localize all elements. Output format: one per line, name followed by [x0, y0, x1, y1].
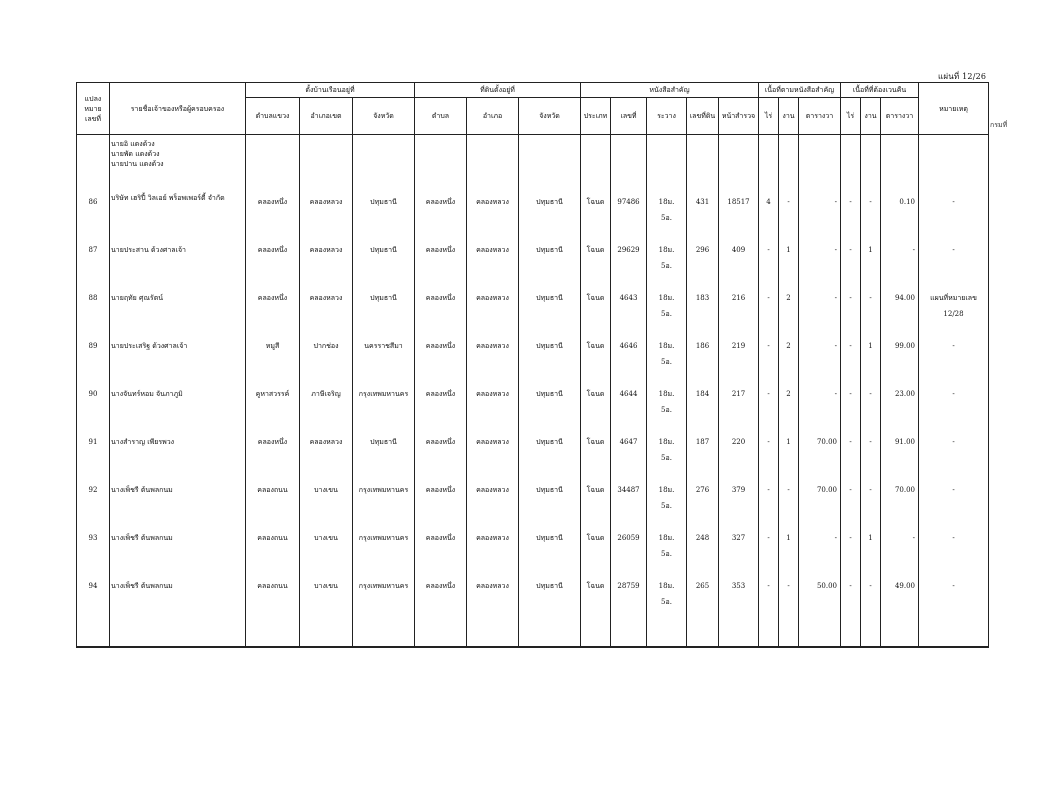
row-sheet	[647, 331, 687, 379]
header-land-group: ที่ดินตั้งอยู่ที่	[415, 83, 581, 98]
row-province: ปทุมธานี	[353, 283, 415, 331]
row-district: ภาษีเจริญ	[300, 379, 353, 427]
row-subdistrict: คลองถนน	[246, 475, 300, 523]
row-exp-ngan: 1	[861, 235, 881, 283]
row-exp-rai: -	[841, 427, 861, 475]
row-parcel-no: 183	[687, 283, 719, 331]
row-plot-no: 94	[77, 571, 110, 647]
row-exp-rai: -	[841, 475, 861, 523]
row-subdistrict: คูหาสวรรค์	[246, 379, 300, 427]
row-exp-sqwa: -	[881, 523, 919, 571]
row-doc-no: 34487	[611, 475, 647, 523]
row-sqwa: 70.00	[799, 475, 841, 523]
row-remark-line: 12/28	[943, 309, 964, 318]
row-subdistrict: คลองหนึ่ง	[246, 283, 300, 331]
row-exp-ngan: -	[861, 571, 881, 647]
owner-name: นายฤทัย ศุณรัตน์	[111, 293, 164, 302]
row-ngan: -	[779, 475, 799, 523]
row-exp-sqwa: 70.00	[881, 475, 919, 523]
row-remark-line: แผนที่หมายเลข	[930, 293, 977, 302]
row-remark-line: -	[952, 389, 955, 398]
row-sheet-line: 5อ.	[661, 549, 672, 558]
header-doc-group: หนังสือสำคัญ	[581, 83, 759, 98]
row-remark-line: -	[952, 485, 955, 494]
row-subdistrict: คลองถนน	[246, 523, 300, 571]
row-doc-no: 4644	[611, 379, 647, 427]
row-district: คลองหลวง	[300, 427, 353, 475]
row-doc-type: โฉนด	[581, 475, 611, 523]
row-doc-no: 28759	[611, 571, 647, 647]
row-exp-rai: -	[841, 379, 861, 427]
header-rai: ไร่	[759, 98, 779, 135]
header-district: อำเภอเขต	[300, 98, 353, 135]
table-row	[77, 283, 989, 331]
row-exp-rai: -	[841, 283, 861, 331]
row-province: นครราชสีมา	[353, 331, 415, 379]
row-owner	[110, 235, 246, 283]
row-sheet-line: 18ม.	[658, 245, 675, 254]
header-sheet: ระวาง	[647, 98, 687, 135]
row-sheet-line: 5อ.	[661, 405, 672, 414]
row-remark	[919, 135, 989, 235]
header-exp-sqwa: ตารางวา	[881, 98, 919, 135]
row-plot-no: 88	[77, 283, 110, 331]
header-exp-area-group: เนื้อที่ที่ต้องเวนคืน	[841, 83, 919, 98]
row-doc-type: โฉนด	[581, 331, 611, 379]
row-sqwa: -	[799, 283, 841, 331]
row-owner	[110, 331, 246, 379]
row-land-province: ปทุมธานี	[519, 235, 581, 283]
row-land-subdistrict: คลองหนึ่ง	[415, 475, 467, 523]
row-remark	[919, 283, 989, 331]
row-land-district: คลองหลวง	[467, 571, 519, 647]
owner-name: นายอิ แดงด้วง	[111, 140, 155, 148]
row-land-province: ปทุมธานี	[519, 523, 581, 571]
row-sheet-line: 5อ.	[661, 309, 672, 318]
row-ngan: 1	[779, 523, 799, 571]
row-province: กรุงเทพมหานคร	[353, 523, 415, 571]
row-province: กรุงเทพมหานคร	[353, 475, 415, 523]
owner-name: นายประสาน ด้วงศาลเจ้า	[111, 245, 186, 254]
header-land-subdistrict: ตำบล	[415, 98, 467, 135]
row-exp-sqwa: 99.00	[881, 331, 919, 379]
row-subdistrict: คลองถนน	[246, 571, 300, 647]
row-subdistrict: คลองหนึ่ง	[246, 135, 300, 235]
row-remark	[919, 235, 989, 283]
expropriation-register-table	[76, 82, 989, 648]
header-land-district: อำเภอ	[467, 98, 519, 135]
row-sqwa: -	[799, 331, 841, 379]
row-district: ปากช่อง	[300, 331, 353, 379]
row-sheet	[647, 235, 687, 283]
row-remark	[919, 427, 989, 475]
header-province: จังหวัด	[353, 98, 415, 135]
row-subdistrict: หมูสี	[246, 331, 300, 379]
row-land-subdistrict: คลองหนึ่ง	[415, 379, 467, 427]
row-owner	[110, 523, 246, 571]
row-sqwa: -	[799, 379, 841, 427]
row-remark-line: -	[952, 198, 955, 206]
row-rai: -	[759, 571, 779, 647]
row-sheet-line: 5อ.	[661, 501, 672, 510]
row-doc-type: โฉนด	[581, 135, 611, 235]
row-survey-page: 219	[719, 331, 759, 379]
row-exp-sqwa: 23.00	[881, 379, 919, 427]
row-owner	[110, 135, 246, 235]
row-land-district: คลองหลวง	[467, 427, 519, 475]
row-plot-no: 90	[77, 379, 110, 427]
row-doc-no: 29629	[611, 235, 647, 283]
row-ngan: 2	[779, 283, 799, 331]
row-sheet-line: 18ม.	[658, 533, 675, 542]
row-ngan: 1	[779, 427, 799, 475]
row-province: ปทุมธานี	[353, 235, 415, 283]
row-owner	[110, 475, 246, 523]
row-remark	[919, 379, 989, 427]
row-parcel-no: 296	[687, 235, 719, 283]
row-survey-page: 217	[719, 379, 759, 427]
row-exp-ngan: -	[861, 135, 881, 235]
row-doc-type: โฉนด	[581, 427, 611, 475]
row-exp-sqwa: -	[881, 235, 919, 283]
row-district: คลองหลวง	[300, 135, 353, 235]
row-land-subdistrict: คลองหนึ่ง	[415, 235, 467, 283]
row-parcel-no: 431	[687, 135, 719, 235]
row-ngan: 2	[779, 379, 799, 427]
row-sheet-line: 5อ.	[661, 357, 672, 366]
row-exp-ngan: 1	[861, 331, 881, 379]
owner-name: นางจันทร์หอม จันภาภูมิ	[111, 389, 183, 398]
row-plot-no: 89	[77, 331, 110, 379]
header-survey-page: หน้าสำรวจ	[719, 98, 759, 135]
row-parcel-no: 276	[687, 475, 719, 523]
row-exp-ngan: -	[861, 475, 881, 523]
row-land-province: ปทุมธานี	[519, 331, 581, 379]
row-land-province: ปทุมธานี	[519, 135, 581, 235]
row-rai: -	[759, 379, 779, 427]
table-row	[77, 571, 989, 647]
row-doc-no: 4647	[611, 427, 647, 475]
row-remark	[919, 523, 989, 571]
row-doc-type: โฉนด	[581, 523, 611, 571]
row-sheet-line: 5อ.	[661, 597, 672, 606]
table-row	[77, 235, 989, 283]
row-parcel-no: 187	[687, 427, 719, 475]
row-doc-no: 4646	[611, 331, 647, 379]
row-sheet-line: 18ม.	[658, 198, 675, 206]
row-doc-type: โฉนด	[581, 283, 611, 331]
owner-name: นายพัด แดงด้วง	[111, 150, 160, 158]
table-row	[77, 379, 989, 427]
row-sheet	[647, 523, 687, 571]
row-exp-sqwa: 94.00	[881, 283, 919, 331]
row-plot-no: 91	[77, 427, 110, 475]
row-doc-type: โฉนด	[581, 379, 611, 427]
row-ngan: -	[779, 135, 799, 235]
row-land-subdistrict: คลองหนึ่ง	[415, 523, 467, 571]
row-parcel-no: 186	[687, 331, 719, 379]
row-rai: -	[759, 235, 779, 283]
table-row	[77, 475, 989, 523]
owner-name: นางเพ็ชรี ต้นพลกนม	[111, 581, 173, 590]
row-rai: -	[759, 283, 779, 331]
row-remark	[919, 331, 989, 379]
row-subdistrict: คลองหนึ่ง	[246, 427, 300, 475]
row-district: คลองหลวง	[300, 283, 353, 331]
row-doc-no: 26059	[611, 523, 647, 571]
row-district: บางเขน	[300, 523, 353, 571]
row-sheet	[647, 571, 687, 647]
row-sqwa: -	[799, 235, 841, 283]
row-sheet	[647, 283, 687, 331]
row-exp-ngan: 1	[861, 523, 881, 571]
row-ngan: 1	[779, 235, 799, 283]
row-rai: -	[759, 523, 779, 571]
header-doc-type: ประเภท	[581, 98, 611, 135]
row-land-province: ปทุมธานี	[519, 379, 581, 427]
row-district: คลองหลวง	[300, 235, 353, 283]
row-parcel-no: 248	[687, 523, 719, 571]
row-land-province: ปทุมธานี	[519, 475, 581, 523]
row-remark	[919, 475, 989, 523]
header-ngan: งาน	[779, 98, 799, 135]
owner-name: นางเพ็ชรี ต้นพลกนม	[111, 533, 173, 542]
row-district: บางเขน	[300, 475, 353, 523]
row-plot-no: 93	[77, 523, 110, 571]
owner-name: นางเพ็ชรี ต้นพลกนม	[111, 485, 173, 494]
row-province: กรุงเทพมหานคร	[353, 571, 415, 647]
row-land-province: ปทุมธานี	[519, 571, 581, 647]
table-row	[77, 331, 989, 379]
row-land-district: คลองหลวง	[467, 523, 519, 571]
page-number: แผ่นที่ 12/26	[938, 72, 987, 81]
row-sheet	[647, 475, 687, 523]
row-sheet-line: 18ม.	[658, 389, 675, 398]
row-sheet-line: 18ม.	[658, 341, 675, 350]
row-land-district: คลองหลวง	[467, 475, 519, 523]
side-note: กรมที่	[990, 121, 1008, 129]
header-doc-area-group: เนื้อที่ตามหนังสือสำคัญ	[759, 83, 841, 98]
row-owner	[110, 379, 246, 427]
row-land-subdistrict: คลองหนึ่ง	[415, 135, 467, 235]
row-owner	[110, 571, 246, 647]
row-land-province: ปทุมธานี	[519, 283, 581, 331]
row-remark	[919, 571, 989, 647]
row-land-district: คลองหลวง	[467, 331, 519, 379]
header-land-province: จังหวัด	[519, 98, 581, 135]
row-remark-line: -	[952, 581, 955, 590]
table-row	[77, 135, 989, 235]
row-rai: -	[759, 427, 779, 475]
row-sheet-line: 18ม.	[658, 293, 675, 302]
row-land-district: คลองหลวง	[467, 135, 519, 235]
row-exp-rai: -	[841, 331, 861, 379]
owner-name: นายประเสริฐ ด้วงศาลเจ้า	[111, 341, 188, 350]
row-survey-page: 379	[719, 475, 759, 523]
row-land-subdistrict: คลองหนึ่ง	[415, 331, 467, 379]
row-remark-line: -	[952, 437, 955, 446]
header-owner: รายชื่อเจ้าของหรือผู้ครอบครอง	[110, 83, 246, 135]
row-exp-ngan: -	[861, 283, 881, 331]
row-parcel-no: 184	[687, 379, 719, 427]
row-land-district: คลองหลวง	[467, 235, 519, 283]
row-land-subdistrict: คลองหนึ่ง	[415, 283, 467, 331]
row-sheet-line: 18ม.	[658, 485, 675, 494]
row-land-district: คลองหลวง	[467, 283, 519, 331]
row-exp-sqwa: 49.00	[881, 571, 919, 647]
header-remark: หมายเหตุ	[919, 83, 989, 135]
row-plot-no: 92	[77, 475, 110, 523]
row-rai: -	[759, 475, 779, 523]
row-owner	[110, 283, 246, 331]
row-parcel-no: 265	[687, 571, 719, 647]
row-survey-page: 216	[719, 283, 759, 331]
owner-name: นายปาน แดงด้วง	[111, 160, 164, 168]
row-sqwa: 70.00	[799, 427, 841, 475]
row-exp-rai: -	[841, 235, 861, 283]
row-rai: 4	[759, 135, 779, 235]
row-survey-page: 353	[719, 571, 759, 647]
row-sqwa: -	[799, 523, 841, 571]
row-sheet-line: 18ม.	[658, 581, 675, 590]
row-province: กรุงเทพมหานคร	[353, 379, 415, 427]
row-sheet-line: 5อ.	[661, 214, 672, 222]
row-subdistrict: คลองหนึ่ง	[246, 235, 300, 283]
row-province: ปทุมธานี	[353, 427, 415, 475]
header-exp-rai: ไร่	[841, 98, 861, 135]
row-land-subdistrict: คลองหนึ่ง	[415, 571, 467, 647]
row-province: ปทุมธานี	[353, 135, 415, 235]
row-remark-line: -	[952, 341, 955, 350]
row-survey-page: 220	[719, 427, 759, 475]
row-doc-no: 97486	[611, 135, 647, 235]
row-sheet-line: 5อ.	[661, 261, 672, 270]
row-land-district: คลองหลวง	[467, 379, 519, 427]
header-sqwa: ตารางวา	[799, 98, 841, 135]
row-sqwa: 50.00	[799, 571, 841, 647]
row-district: บางเขน	[300, 571, 353, 647]
row-remark-line: -	[952, 533, 955, 542]
row-plot-no: 86	[77, 135, 110, 235]
row-doc-no: 4643	[611, 283, 647, 331]
row-rai: -	[759, 331, 779, 379]
row-sheet	[647, 427, 687, 475]
row-ngan: 2	[779, 331, 799, 379]
row-survey-page: 409	[719, 235, 759, 283]
table-row	[77, 427, 989, 475]
row-owner	[110, 427, 246, 475]
owner-name: นางสำราญ เพียรพวง	[111, 437, 175, 446]
header-doc-no: เลขที่	[611, 98, 647, 135]
header-exp-ngan: งาน	[861, 98, 881, 135]
row-exp-rai: -	[841, 523, 861, 571]
header-parcel-no: เลขที่ดิน	[687, 98, 719, 135]
row-exp-ngan: -	[861, 379, 881, 427]
row-survey-page: 327	[719, 523, 759, 571]
header-address-group: ตั้งบ้านเรือนอยู่ที่	[246, 83, 415, 98]
row-land-province: ปทุมธานี	[519, 427, 581, 475]
row-remark-line: -	[952, 245, 955, 254]
row-exp-ngan: -	[861, 427, 881, 475]
row-sheet-line: 18ม.	[658, 437, 675, 446]
owner-name: บริษัท เฮริปี้ วิลเอย์ พร็อพเพอร์ตี้ จำกัด	[111, 194, 225, 202]
header-plot-no: แปลง หมาย เลขที่	[77, 83, 110, 135]
row-sheet-line: 5อ.	[661, 453, 672, 462]
row-exp-sqwa: 0.10	[881, 135, 919, 235]
row-land-subdistrict: คลองหนึ่ง	[415, 427, 467, 475]
row-exp-rai: -	[841, 135, 861, 235]
table-row	[77, 523, 989, 571]
row-survey-page: 18517	[719, 135, 759, 235]
row-sqwa: -	[799, 135, 841, 235]
row-doc-type: โฉนด	[581, 235, 611, 283]
row-sheet	[647, 135, 687, 235]
row-exp-rai: -	[841, 571, 861, 647]
row-exp-sqwa: 91.00	[881, 427, 919, 475]
row-doc-type: โฉนด	[581, 571, 611, 647]
row-sheet	[647, 379, 687, 427]
row-ngan: -	[779, 571, 799, 647]
header-subdistrict: ตำบลแขวง	[246, 98, 300, 135]
row-plot-no: 87	[77, 235, 110, 283]
